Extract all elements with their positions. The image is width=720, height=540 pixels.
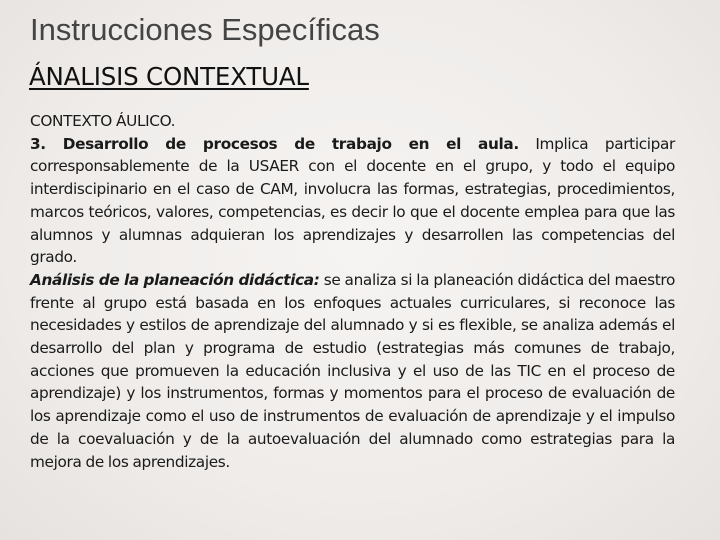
point-3-paragraph — [30, 133, 675, 269]
analysis-heading: Análisis de la planeación didáctica: — [30, 270, 320, 289]
context-label: CONTEXTO ÁULICO. — [30, 112, 176, 130]
body-text — [30, 110, 675, 473]
analysis-text: se analiza si la planeación didáctica del maestro frente al grupo está basada en los enfoques actuales curriculares, si reconoce las necesidades y estilos de aprendizaje del alumnado y si es flexible, se analiza además el desarrollo del plan y programa de estudio (estrategias más comunes de trabajo, acciones que promueven la educación inclusiva y el uso de las TIC en el proceso de aprendizaje) y los instrumentos, formas y momentos para el proceso de evaluación de los aprendizaje como el uso de instrumentos de evaluación de aprendizaje y el impulso de la coevaluación y de la autoevaluación del alumnado como estrategias para la mejora de los aprendizajes. — [30, 270, 675, 471]
point-3-heading: 3. Desarrollo de procesos de trabajo en el aula. — [30, 134, 519, 153]
analysis-paragraph — [30, 269, 675, 473]
section-subtitle: ÁNALISIS CONTEXTUAL — [29, 62, 309, 91]
point-3-text: Implica participar corresponsablemente de la USAER con el docente en el grupo, y todo el equipo interdiscipinario en el caso de CAM, involucra las formas, estrategias, procedimientos, marcos teóricos, valores, competencias, es decir lo que el docente emplea para que las alumnos y alumnas adquieran los aprendizajes y desarrollen las competencias del grado. — [30, 134, 675, 267]
slide-title: Instrucciones Específicas — [30, 12, 380, 47]
